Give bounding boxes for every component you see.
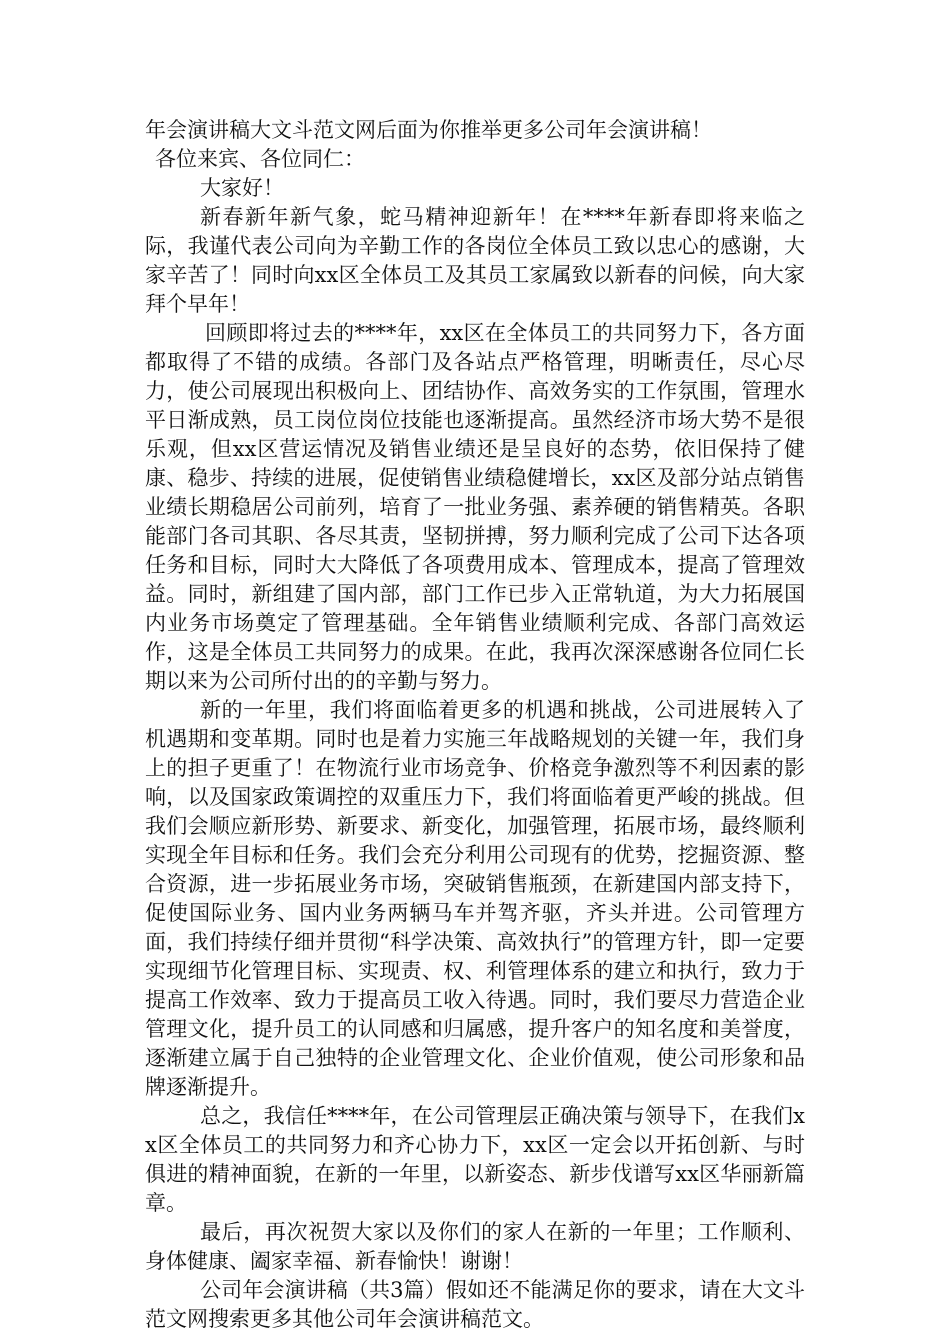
greeting: 大家好！ <box>200 176 284 200</box>
document-body <box>145 116 805 1334</box>
paragraph-new-year: 新春新年新气象，蛇马精神迎新年！在****年新春即将来临之际，我谨代表公司向为辛勤工作的各岗位全体员工致以忠心的感谢，大家辛苦了！同时向xx区全体员工及其员工家属致以新春的问候，向大家拜个早年！ <box>145 205 805 316</box>
paragraph-new-year-outlook: 新的一年里，我们将面临着更多的机遇和挑战，公司进展转入了机遇期和变革期。同时也是着力实施三年战略规划的关键一年，我们身上的担子更重了！在物流行业市场竞争、价格竞争激烈等不利因素的影响，以及国家政策调控的双重压力下，我们将面临着更严峻的挑战。但我们会顺应新形势、新要求、新变化，加强管理，拓展市场，最终顺利实现全年目标和任务。我们会充分利用公司现有的优势，挖掘资源、整合资源，进一步拓展业务市场，突破销售瓶颈，在新建国内部支持下，促使国际业务、国内业务两辆马车并驾齐驱，齐头并进。公司管理方面，我们持续仔细并贯彻“科学决策、高效执行”的管理方针，即一定要实现细节化管理目标、实现责、权、利管理体系的建立和执行，致力于提高工作效率、致力于提高员工收入待遇。同时，我们要尽力营造企业管理文化，提升员工的认同感和归属感，提升客户的知名度和美誉度，逐渐建立属于自己独特的企业管理文化、企业价值观，使公司形象和品牌逐渐提升。 <box>145 698 805 1099</box>
paragraph-review: 回顾即将过去的****年，xx区在全体员工的共同努力下，各方面都取得了不错的成绩。各部门及各站点严格管理，明晰责任，尽心尽力，使公司展现出积极向上、团结协作、高效务实的工作氛围，管理水平日渐成熟，员工岗位岗位技能也逐渐提高。虽然经济市场大势不是很乐观，但xx区营运情况及销售业绩还是呈良好的态势，依旧保持了健康、稳步、持续的进展，促使销售业绩稳健增长，xx区及部分站点销售业绩长期稳居公司前列，培育了一批业务强、素养硬的销售精英。各职能部门各司其职、各尽其责，坚韧拼搏，努力顺利完成了公司下达各项任务和目标，同时大大降低了各项费用成本、管理成本，提高了管理效益。同时，新组建了国内部，部门工作已步入正常轨道，为大力拓展国内业务市场奠定了管理基础。全年销售业绩顺利完成、各部门高效运作，这是全体员工共同努力的成果。在此，我再次深深感谢各位同仁长期以来为公司所付出的的辛勤与努力。 <box>145 321 805 693</box>
paragraph-summary: 总之，我信任****年，在公司管理层正确决策与领导下，在我们xx区全体员工的共同努力和齐心协力下，xx区一定会以开拓创新、与时俱进的精神面貌，在新的一年里，以新姿态、新步伐谱写xx区华丽新篇章。 <box>145 1104 805 1215</box>
paragraph-closing: 最后，再次祝贺大家以及你们的家人在新的一年里；工作顺利、身体健康、阖家幸福、新春愉快！谢谢！ <box>145 1220 805 1273</box>
intro-line: 年会演讲稿大文斗范文网后面为你推举更多公司年会演讲稿！ <box>145 118 712 142</box>
salutation: 各位来宾、各位同仁： <box>155 147 365 171</box>
paragraph-footer-note: 公司年会演讲稿（共3篇）假如还不能满足你的要求，请在大文斗范文网搜索更多其他公司年会演讲稿范文。 <box>145 1278 805 1331</box>
